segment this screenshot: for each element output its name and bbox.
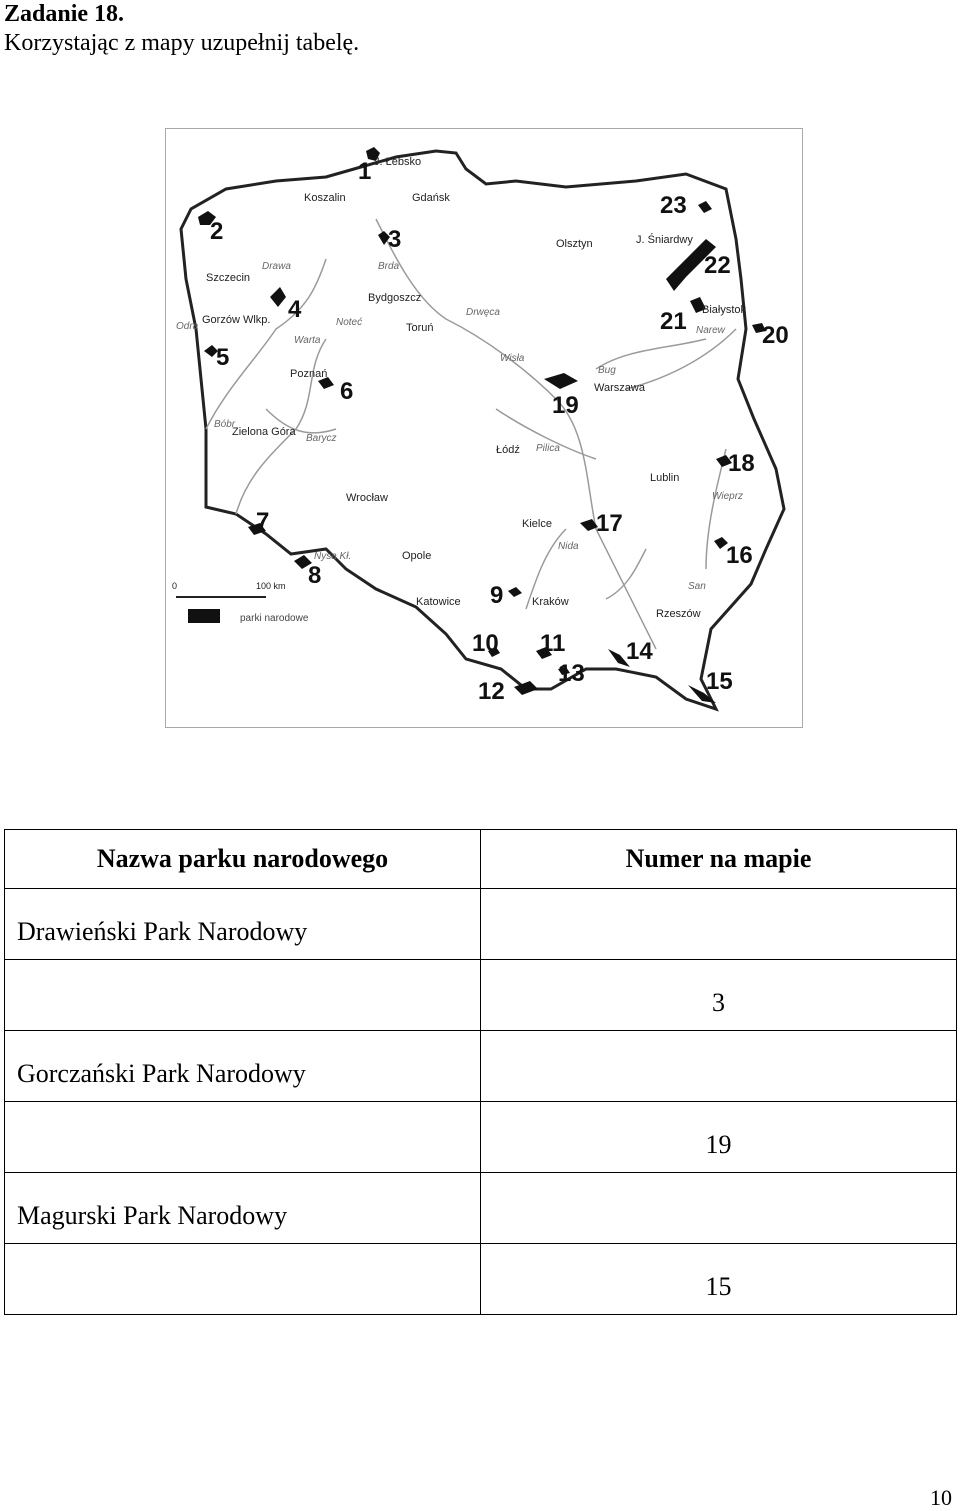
page-number: 10	[930, 1485, 952, 1510]
legend-label: parki narodowe	[240, 613, 309, 624]
river-label: Drwęca	[466, 307, 500, 318]
table-row	[5, 889, 957, 960]
map-number-cell[interactable]	[481, 1031, 957, 1102]
city-label: Katowice	[416, 596, 461, 608]
river-label: Nida	[558, 541, 579, 552]
park-name-cell[interactable]	[5, 960, 481, 1031]
table-header-row	[5, 830, 957, 889]
map-number-cell[interactable]	[481, 889, 957, 960]
city-label: Zielona Góra	[232, 426, 296, 438]
table-row	[5, 1031, 957, 1102]
park-number: 9	[490, 582, 504, 609]
map-number-cell[interactable]	[481, 1173, 957, 1244]
svg-text:100 km: 100 km	[256, 581, 286, 591]
city-label: Szczecin	[206, 272, 251, 284]
city-label: Gdańsk	[412, 192, 450, 204]
city-label: J. Łebsko	[374, 156, 422, 168]
city-label: Gorzów Wlkp.	[202, 314, 271, 326]
city-label: Olsztyn	[556, 238, 593, 250]
river-label: Warta	[294, 335, 321, 346]
city-label: J. Śniardwy	[636, 234, 693, 246]
park-number: 21	[660, 308, 687, 335]
park-number: 5	[216, 344, 230, 371]
park-name-cell[interactable]: Drawieński Park Narodowy	[5, 889, 481, 960]
park-number: 2	[210, 218, 224, 245]
park-number: 17	[596, 510, 623, 537]
park-number: 4	[288, 296, 302, 323]
river-label: San	[688, 581, 706, 592]
answer-table	[4, 829, 957, 1315]
river-label: Noteć	[336, 317, 363, 328]
park-number: 14	[626, 638, 653, 665]
park-name-cell[interactable]	[5, 1102, 481, 1173]
city-label: Białystok	[702, 304, 747, 316]
river-label: Bug	[598, 365, 616, 376]
map-legend	[188, 609, 309, 624]
task-instruction: Korzystając z mapy uzupełnij tabelę.	[4, 30, 360, 56]
park-number: 16	[726, 542, 753, 569]
river-label: Wieprz	[712, 491, 744, 502]
park-number: 22	[704, 252, 731, 279]
park-number: 11	[540, 630, 566, 657]
river-label: Nysa Kł.	[314, 551, 352, 562]
map-number-cell[interactable]: 15	[481, 1244, 957, 1315]
park-number: 13	[558, 660, 585, 687]
table-row	[5, 1173, 957, 1244]
park-number: 19	[552, 392, 579, 419]
city-label: Toruń	[406, 322, 434, 334]
park-name-cell[interactable]	[5, 1244, 481, 1315]
park-number: 12	[478, 678, 505, 705]
park-number: 6	[340, 378, 354, 405]
map-number-cell[interactable]: 19	[481, 1102, 957, 1173]
table-row	[5, 1102, 957, 1173]
city-label: Warszawa	[594, 382, 645, 394]
river-label: Pilica	[536, 443, 560, 454]
river-label: Odra	[176, 321, 199, 332]
park-number: 18	[728, 450, 755, 477]
table-row	[5, 960, 957, 1031]
poland-map	[165, 128, 803, 728]
park-number: 1	[358, 158, 372, 185]
city-label: Lublin	[650, 472, 680, 484]
svg-text:0: 0	[172, 581, 178, 591]
header-map-number: Numer na mapie	[481, 830, 957, 889]
city-label: Poznań	[290, 368, 328, 380]
park-number: 10	[472, 630, 499, 657]
park-number: 23	[660, 192, 687, 219]
city-label: Kielce	[522, 518, 552, 530]
river-label: Bóbr	[214, 419, 236, 430]
park-number: 7	[256, 508, 270, 535]
city-label: Łódź	[496, 444, 520, 456]
city-label: Koszalin	[304, 192, 346, 204]
map-number-cell[interactable]: 3	[481, 960, 957, 1031]
map-scale	[172, 581, 286, 597]
park-number: 8	[308, 562, 322, 589]
city-label: Wrocław	[346, 492, 388, 504]
city-label: Opole	[402, 550, 432, 562]
city-label: Bydgoszcz	[368, 292, 422, 304]
river-label: Wisła	[500, 353, 525, 364]
river-label: Drawa	[262, 261, 291, 272]
river-label: Barycz	[306, 433, 337, 444]
park-number: 20	[762, 322, 789, 349]
park-number: 15	[706, 668, 733, 695]
park-number: 3	[388, 226, 402, 253]
header-park-name: Nazwa parku narodowego	[5, 830, 481, 889]
river-label: Narew	[696, 325, 725, 336]
task-heading: Zadanie 18.	[4, 1, 125, 27]
park-name-cell[interactable]: Gorczański Park Narodowy	[5, 1031, 481, 1102]
table-row	[5, 1244, 957, 1315]
river-label: Brda	[378, 261, 400, 272]
city-label: Kraków	[532, 596, 569, 608]
city-label: Rzeszów	[656, 608, 701, 620]
park-name-cell[interactable]: Magurski Park Narodowy	[5, 1173, 481, 1244]
